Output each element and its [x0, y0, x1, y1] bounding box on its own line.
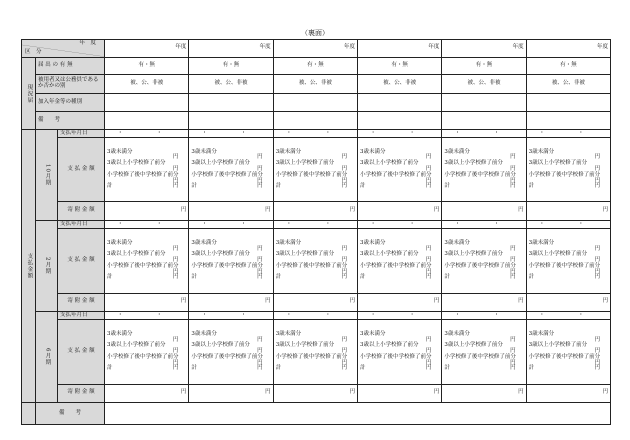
yen-unit: 円: [510, 257, 516, 264]
yen-unit: 円: [172, 165, 179, 172]
amount-over3-label: 3歳以上小学校修了前分: [275, 342, 335, 349]
yen-unit: 円: [425, 177, 432, 184]
yen-unit: 円: [425, 359, 432, 366]
yen-unit: 円: [510, 177, 516, 184]
payment-amount-cell[interactable]: [442, 138, 526, 202]
donation-amount-6[interactable]: 円: [526, 293, 610, 312]
notification-value-6[interactable]: 有・無: [526, 57, 610, 75]
amount-total-label: 計 円: [191, 275, 270, 281]
amount-total-label: 計 円: [191, 184, 270, 190]
yen-unit: 円: [510, 359, 516, 366]
yen-unit: 円: [594, 245, 600, 252]
payment-date-3[interactable]: ・ ・: [273, 130, 357, 138]
header-division-cell: [22, 40, 105, 58]
yen-unit: 円: [510, 268, 516, 275]
yen-unit: 円: [510, 274, 516, 281]
payment-date-2[interactable]: ・ ・: [189, 221, 273, 229]
amount-total-label: 計 円: [444, 184, 523, 190]
payment-amount-cell[interactable]: [273, 229, 357, 293]
payment-amount-cell[interactable]: [105, 229, 189, 293]
donation-amount-3[interactable]: 円: [273, 384, 357, 403]
yen-unit: 円: [341, 257, 348, 264]
payment-amount-label: 支 払 金 額: [58, 320, 105, 384]
yen-unit: 円: [257, 245, 263, 252]
yen-unit: 円: [341, 274, 348, 281]
payment-date-4[interactable]: ・ ・: [358, 312, 442, 320]
payment-date-5[interactable]: ・ ・: [442, 221, 526, 229]
amount-over3-label: 3歳以上小学校修了前分: [107, 342, 166, 349]
notification-value-2[interactable]: 有・無: [189, 57, 273, 75]
footer-remarks-label: 備 考: [36, 403, 105, 425]
amount-total-label: 計 円: [107, 184, 186, 190]
payment-date-4[interactable]: ・ ・: [358, 130, 442, 138]
yen-unit: 円: [425, 154, 432, 161]
remarks-value-6[interactable]: [526, 112, 610, 130]
payment-amount-cell[interactable]: [273, 320, 357, 384]
amount-after-primary-label: 小学校修了後中学校修了前分: [107, 262, 179, 269]
amount-over3-label: 3歳以上小学校修了前分: [191, 160, 250, 167]
payment-group-label: 支払金額: [22, 130, 36, 403]
yen-unit: 円: [341, 165, 348, 172]
remarks-value-5[interactable]: [442, 112, 526, 130]
amount-after-primary-label: 小学校修了後中学校修了前分: [444, 171, 516, 178]
yen-unit: 円: [594, 274, 600, 281]
donation-amount-4[interactable]: 円: [358, 384, 442, 403]
amount-total-label: 計 円: [360, 275, 439, 281]
yen-unit: 円: [425, 245, 432, 252]
footer-remarks-value[interactable]: [105, 403, 611, 425]
donation-amount-5[interactable]: 円: [442, 202, 526, 221]
donation-amount-6[interactable]: 円: [526, 202, 610, 221]
amount-under3-label: 3歳未満分: [107, 330, 133, 337]
yen-unit: 円: [257, 268, 263, 275]
payment-date-label: 支払年月日: [58, 221, 105, 229]
amount-total-label: 計 円: [276, 275, 355, 281]
yen-unit: 円: [172, 177, 179, 184]
record-table: [21, 39, 611, 425]
year-header-3: 年度: [273, 40, 357, 58]
donation-amount-5[interactable]: 円: [442, 293, 526, 312]
amount-total-label: 計 円: [444, 366, 523, 372]
payment-date-1[interactable]: ・ ・: [105, 312, 189, 320]
yen-unit: 円: [425, 257, 432, 264]
payment-amount-cell[interactable]: [358, 229, 442, 293]
payment-amount-cell[interactable]: [526, 138, 610, 202]
payment-amount-cell[interactable]: [105, 320, 189, 384]
amount-after-primary-label: 小学校修了後中学校修了前分: [275, 353, 348, 360]
amount-after-primary-label: 小学校修了後中学校修了前分: [528, 353, 601, 360]
donation-amount-label: 寄 附 金 額: [58, 202, 105, 221]
yen-unit: 円: [172, 268, 179, 275]
payment-date-2[interactable]: ・ ・: [189, 130, 273, 138]
remarks-value-1[interactable]: [105, 112, 189, 130]
yen-unit: 円: [594, 165, 600, 172]
payment-date-6[interactable]: ・ ・: [526, 130, 610, 138]
yen-unit: 円: [594, 348, 600, 355]
year-label: 年 度: [79, 40, 97, 46]
amount-under3-label: 3歳未満分: [107, 148, 133, 155]
amount-after-primary-label: 小学校修了後中学校修了前分: [191, 262, 263, 269]
yen-unit: 円: [257, 274, 263, 281]
yen-unit: 円: [425, 336, 432, 343]
amount-under3-label: 3歳未満分: [528, 148, 555, 155]
year-header-4: 年度: [358, 40, 442, 58]
yen-unit: 円: [172, 274, 179, 281]
payment-date-6[interactable]: ・ ・: [526, 312, 610, 320]
yen-unit: 円: [594, 183, 600, 190]
yen-unit: 円: [341, 365, 348, 372]
donation-amount-2[interactable]: 円: [189, 202, 273, 221]
amount-over3-label: 3歳以上小学校修了前分: [360, 160, 419, 167]
amount-over3-label: 3歳以上小学校修了前分: [528, 251, 588, 258]
amount-under3-label: 3歳未満分: [444, 239, 470, 246]
period-label-1: 10月期: [36, 130, 58, 221]
donation-amount-label: 寄 附 金 額: [58, 384, 105, 403]
amount-under3-label: 3歳未満分: [275, 330, 302, 337]
amount-after-primary-label: 小学校修了後中学校修了前分: [360, 353, 432, 360]
amount-total-label: 計 円: [360, 366, 439, 372]
payment-date-4[interactable]: ・ ・: [358, 221, 442, 229]
amount-total-label: 計 円: [107, 275, 186, 281]
yen-unit: 円: [341, 183, 348, 190]
yen-unit: 円: [257, 348, 263, 355]
payment-amount-label: 支 払 金 額: [58, 229, 105, 293]
yen-unit: 円: [594, 359, 600, 366]
amount-total-label: 計 円: [529, 366, 608, 372]
amount-after-primary-label: 小学校修了後中学校修了前分: [360, 171, 432, 178]
donation-amount-6[interactable]: 円: [526, 384, 610, 403]
payment-date-6[interactable]: ・ ・: [526, 221, 610, 229]
amount-after-primary-label: 小学校修了後中学校修了前分: [107, 171, 179, 178]
yen-unit: 円: [257, 165, 263, 172]
payment-amount-cell[interactable]: [189, 320, 273, 384]
current-group-label: 現況届: [22, 57, 36, 129]
payment-date-2[interactable]: ・ ・: [189, 312, 273, 320]
sheet-title: （裏面）: [301, 29, 329, 37]
amount-under3-label: 3歳未満分: [528, 239, 555, 246]
donation-amount-4[interactable]: 円: [358, 293, 442, 312]
amount-after-primary-label: 小学校修了後中学校修了前分: [444, 353, 516, 360]
payment-amount-cell[interactable]: [526, 229, 610, 293]
pension-value-1[interactable]: [105, 93, 189, 112]
yen-unit: 円: [594, 365, 600, 372]
yen-unit: 円: [341, 245, 348, 252]
pension-value-5[interactable]: [442, 93, 526, 112]
donation-amount-3[interactable]: 円: [273, 202, 357, 221]
period-label-2: 2月期: [36, 221, 58, 312]
public-employee-value-4[interactable]: 被、公、非被: [358, 75, 442, 94]
amount-total-label: 計 円: [360, 184, 439, 190]
remarks-value-2[interactable]: [189, 112, 273, 130]
amount-after-primary-label: 小学校修了後中学校修了前分: [444, 262, 516, 269]
amount-under3-label: 3歳未満分: [191, 148, 217, 155]
yen-unit: 円: [341, 348, 348, 355]
yen-unit: 円: [172, 359, 179, 366]
notification-value-1[interactable]: 有・無: [105, 57, 189, 75]
yen-unit: 円: [341, 336, 348, 343]
amount-under3-label: 3歳未満分: [275, 239, 302, 246]
yen-unit: 円: [257, 154, 263, 161]
year-header-1: 年度: [105, 40, 189, 58]
remarks-label: 備 考: [36, 112, 105, 130]
payment-amount-cell[interactable]: [358, 320, 442, 384]
amount-over3-label: 3歳以上小学校修了前分: [191, 251, 250, 258]
donation-amount-3[interactable]: 円: [273, 293, 357, 312]
public-employee-value-2[interactable]: 被、公、非被: [189, 75, 273, 94]
yen-unit: 円: [172, 245, 179, 252]
amount-over3-label: 3歳以上小学校修了前分: [444, 251, 503, 258]
public-employee-value-5[interactable]: 被、公、非被: [442, 75, 526, 94]
donation-amount-2[interactable]: 円: [189, 384, 273, 403]
yen-unit: 円: [510, 365, 516, 372]
yen-unit: 円: [257, 177, 263, 184]
donation-amount-2[interactable]: 円: [189, 293, 273, 312]
amount-after-primary-label: 小学校修了後中学校修了前分: [528, 262, 601, 269]
yen-unit: 円: [594, 336, 600, 343]
amount-over3-label: 3歳以上小学校修了前分: [191, 342, 250, 349]
yen-unit: 円: [425, 274, 432, 281]
donation-amount-1[interactable]: 円: [105, 384, 189, 403]
yen-unit: 円: [257, 257, 263, 264]
amount-total-label: 計 円: [276, 184, 355, 190]
donation-amount-4[interactable]: 円: [358, 202, 442, 221]
amount-over3-label: 3歳以上小学校修了前分: [444, 342, 503, 349]
amount-total-label: 計 円: [444, 275, 523, 281]
yen-unit: 円: [257, 336, 263, 343]
yen-unit: 円: [594, 177, 600, 184]
amount-under3-label: 3歳未満分: [528, 330, 555, 337]
yen-unit: 円: [172, 348, 179, 355]
notification-label: 届 出 の 有 無: [36, 57, 105, 75]
amount-under3-label: 3歳未満分: [360, 330, 386, 337]
amount-under3-label: 3歳未満分: [444, 148, 470, 155]
yen-unit: 円: [425, 348, 432, 355]
amount-total-label: 計 円: [191, 366, 270, 372]
yen-unit: 円: [172, 365, 179, 372]
year-header-2: 年度: [189, 40, 273, 58]
yen-unit: 円: [257, 359, 263, 366]
amount-total-label: 計 円: [276, 366, 355, 372]
amount-after-primary-label: 小学校修了後中学校修了前分: [275, 262, 348, 269]
amount-over3-label: 3歳以上小学校修了前分: [275, 160, 335, 167]
notification-value-3[interactable]: 有・無: [273, 57, 357, 75]
public-employee-label: 被用者又は公務員であるか否かの別: [36, 75, 105, 94]
yen-unit: 円: [172, 336, 179, 343]
yen-unit: 円: [425, 268, 432, 275]
yen-unit: 円: [172, 183, 179, 190]
year-header-6: 年度: [526, 40, 610, 58]
yen-unit: 円: [510, 245, 516, 252]
amount-over3-label: 3歳以上小学校修了前分: [360, 251, 419, 258]
donation-amount-1[interactable]: 円: [105, 293, 189, 312]
amount-under3-label: 3歳未満分: [360, 239, 386, 246]
payment-date-5[interactable]: ・ ・: [442, 130, 526, 138]
yen-unit: 円: [341, 177, 348, 184]
yen-unit: 円: [172, 154, 179, 161]
amount-over3-label: 3歳以上小学校修了前分: [360, 342, 419, 349]
yen-unit: 円: [510, 165, 516, 172]
pension-value-6[interactable]: [526, 93, 610, 112]
public-employee-value-6[interactable]: 被、公、非被: [526, 75, 610, 94]
amount-total-label: 計 円: [529, 184, 608, 190]
yen-unit: 円: [510, 336, 516, 343]
amount-over3-label: 3歳以上小学校修了前分: [528, 342, 588, 349]
payment-date-3[interactable]: ・ ・: [273, 312, 357, 320]
yen-unit: 円: [257, 365, 263, 372]
amount-under3-label: 3歳未満分: [191, 330, 217, 337]
notification-value-5[interactable]: 有・無: [442, 57, 526, 75]
payment-date-label: 支払年月日: [58, 130, 105, 138]
yen-unit: 円: [425, 365, 432, 372]
payment-amount-cell[interactable]: [105, 138, 189, 202]
yen-unit: 円: [341, 268, 348, 275]
division-label: 区 分: [25, 48, 42, 55]
yen-unit: 円: [594, 257, 600, 264]
payment-amount-cell[interactable]: [273, 138, 357, 202]
remarks-value-3[interactable]: [273, 112, 357, 130]
payment-date-1[interactable]: ・ ・: [105, 130, 189, 138]
amount-over3-label: 3歳以上小学校修了前分: [528, 160, 588, 167]
amount-under3-label: 3歳未満分: [275, 148, 302, 155]
yen-unit: 円: [172, 257, 179, 264]
payment-amount-cell[interactable]: [442, 320, 526, 384]
payment-date-label: 支払年月日: [58, 312, 105, 320]
donation-amount-5[interactable]: 円: [442, 384, 526, 403]
yen-unit: 円: [257, 183, 263, 190]
amount-under3-label: 3歳未満分: [444, 330, 470, 337]
yen-unit: 円: [341, 359, 348, 366]
yen-unit: 円: [425, 183, 432, 190]
donation-amount-1[interactable]: 円: [105, 202, 189, 221]
payment-date-1[interactable]: ・ ・: [105, 221, 189, 229]
payment-date-3[interactable]: ・ ・: [273, 221, 357, 229]
amount-under3-label: 3歳未満分: [191, 239, 217, 246]
yen-unit: 円: [510, 348, 516, 355]
donation-amount-label: 寄 附 金 額: [58, 293, 105, 312]
remarks-value-4[interactable]: [358, 112, 442, 130]
pension-label: 加入年金等の種別: [36, 93, 105, 112]
amount-over3-label: 3歳以上小学校修了前分: [275, 251, 335, 258]
amount-over3-label: 3歳以上小学校修了前分: [107, 160, 166, 167]
footer-blank-cell: [22, 403, 36, 425]
amount-total-label: 計 円: [107, 366, 186, 372]
amount-after-primary-label: 小学校修了後中学校修了前分: [528, 171, 601, 178]
payment-amount-cell[interactable]: [358, 138, 442, 202]
amount-under3-label: 3歳未満分: [107, 239, 133, 246]
yen-unit: 円: [341, 154, 348, 161]
payment-amount-cell[interactable]: [442, 229, 526, 293]
yen-unit: 円: [510, 154, 516, 161]
amount-total-label: 計 円: [529, 275, 608, 281]
payment-amount-label: 支 払 金 額: [58, 138, 105, 202]
pension-value-4[interactable]: [358, 93, 442, 112]
amount-over3-label: 3歳以上小学校修了前分: [444, 160, 503, 167]
period-label-3: 6月期: [36, 312, 58, 403]
amount-after-primary-label: 小学校修了後中学校修了前分: [275, 171, 348, 178]
yen-unit: 円: [594, 154, 600, 161]
amount-under3-label: 3歳未満分: [360, 148, 386, 155]
payment-amount-cell[interactable]: [189, 138, 273, 202]
amount-after-primary-label: 小学校修了後中学校修了前分: [360, 262, 432, 269]
payment-amount-cell[interactable]: [526, 320, 610, 384]
yen-unit: 円: [425, 165, 432, 172]
yen-unit: 円: [510, 183, 516, 190]
public-employee-value-1[interactable]: 被、公、非被: [105, 75, 189, 94]
payment-date-5[interactable]: ・ ・: [442, 312, 526, 320]
amount-after-primary-label: 小学校修了後中学校修了前分: [107, 353, 179, 360]
year-header-5: 年度: [442, 40, 526, 58]
payment-amount-cell[interactable]: [189, 229, 273, 293]
amount-after-primary-label: 小学校修了後中学校修了前分: [191, 353, 263, 360]
public-employee-value-3[interactable]: 被、公、非被: [273, 75, 357, 94]
pension-value-3[interactable]: [273, 93, 357, 112]
amount-after-primary-label: 小学校修了後中学校修了前分: [191, 171, 263, 178]
yen-unit: 円: [594, 268, 600, 275]
amount-over3-label: 3歳以上小学校修了前分: [107, 251, 166, 258]
notification-value-4[interactable]: 有・無: [358, 57, 442, 75]
pension-value-2[interactable]: [189, 93, 273, 112]
